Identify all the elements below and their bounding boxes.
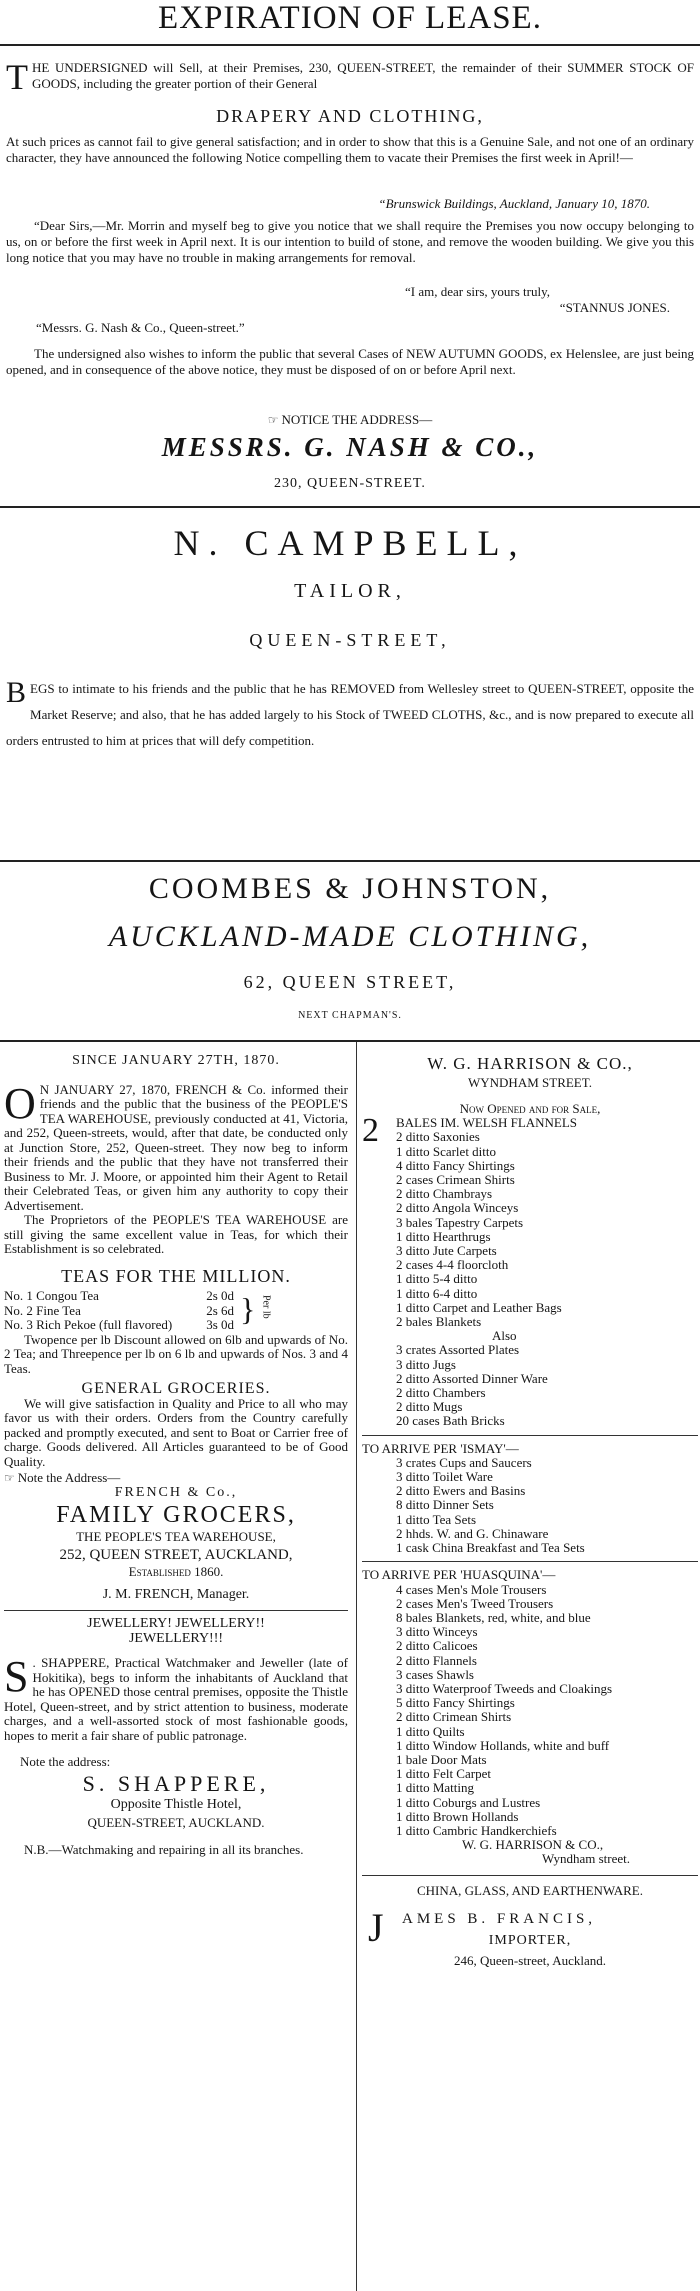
expiration-heading: DRAPERY AND CLOTHING, <box>216 106 484 126</box>
items3-list <box>362 1456 698 1555</box>
list-item: 5 ditto Fancy Shirtings <box>396 1695 515 1711</box>
list-item: 1 ditto Quilts <box>396 1723 465 1739</box>
tea-price: 2s 6d <box>206 1302 234 1318</box>
groceries-heading: GENERAL GROCERIES. <box>81 1380 271 1397</box>
expiration-signature: “STANNUS JONES. <box>559 300 670 315</box>
francis-address: 246, Queen-street, Auckland. <box>454 1953 606 1969</box>
list-item: 8 bales Blankets, red, white, and blue <box>396 1609 591 1625</box>
francis-block <box>362 1904 698 1969</box>
rule <box>362 1561 698 1562</box>
tea-row <box>4 1318 234 1333</box>
list-item: 3 cases Shawls <box>396 1666 474 1682</box>
items4-list <box>362 1583 698 1839</box>
coombes-address: 62, QUEEN STREET, <box>243 972 457 992</box>
pointing-hand-icon: ☞ <box>267 413 279 427</box>
list-item: 2 ditto Ewers and Basins <box>396 1483 526 1499</box>
left-column <box>4 1054 348 2291</box>
french-established: Established 1860. <box>128 1564 224 1579</box>
list-item: 1 ditto 6-4 ditto <box>396 1285 478 1301</box>
rule <box>4 1610 348 1611</box>
harrison-street: WYNDHAM STREET. <box>468 1075 592 1090</box>
list-item: 2 ditto Flannels <box>396 1652 477 1668</box>
tea-price: 3s 0d <box>206 1317 234 1332</box>
list-item: 8 ditto Dinner Sets <box>396 1497 494 1513</box>
list-item: 3 crates Cups and Saucers <box>396 1454 532 1470</box>
french-para1-text: N JANUARY 27, 1870, FRENCH & Co. informed their friends and the public that the business of the PEOPLE'S TEA WAREHOUSE, previously conducted at 41, Victoria, and 252, Queen-streets, would, after that date, be conducted only at Junction Store, 252, Queen-street. They now beg to inform their friends and the public that they have not transferred their Business to Mr. J. Moore, or appointed him their Agent to Retail their Celebrated Teas, or given him any authority to copy their Advertisement. <box>4 1081 348 1213</box>
list-item: 3 ditto Toilet Ware <box>396 1469 493 1485</box>
intro-text: HE UNDERSIGNED will Sell, at their Premises, 230, QUEEN-STREET, the remainder of their SUMMER STOCK OF GOODS, including the greater portion of their General <box>32 60 694 91</box>
campbell-text: EGS to intimate to his friends and the public that he has REMOVED from Wellesley street to QUEEN-STREET, opposite the Market Reserve; and also, that he has added largely to his Stock of TWEED CLOTHS, &c., and is now prepared to execute all orders entrusted to him at prices that will defy competition. <box>6 681 694 748</box>
expiration-intro <box>0 57 700 97</box>
shappere-text: . SHAPPERE, Practical Watchmaker and Jeweller (late of Hokitika), begs to inform the inhabitants of Auckland that he has OPENED those central premises, opposite the Thistle Hotel, Queen-street, and by strict attention to business, moderate charges, and a well-assorted stock of most fashionable goods, hopes to merit a fair share of public patronage. <box>4 1655 348 1743</box>
nash-address: 230, QUEEN-STREET. <box>274 476 426 491</box>
expiration-signoff: “I am, dear sirs, yours truly, <box>404 284 550 299</box>
expiration-letter: “Dear Sirs,—Mr. Morrin and myself beg to give you notice that we shall require the Premises you now occupy belonging to us, on or before the first week in April next. It is our intention to build of stone, and remove the wooden building. We give you this long notice that you may have no trouble in making arrangements for removal. <box>6 218 694 265</box>
shappere-opposite: Opposite Thistle Hotel, <box>110 1796 242 1812</box>
campbell-name: N. CAMPBELL, <box>173 523 527 563</box>
big-numeral: 2 <box>362 1112 379 1150</box>
list-item: 1 cask China Breakfast and Tea Sets <box>396 1540 585 1556</box>
list-item: 3 crates Assorted Plates <box>396 1342 520 1358</box>
harrison-name: W. G. HARRISON & CO., <box>427 1054 633 1073</box>
list-item: 2 bales Blankets <box>396 1314 482 1330</box>
tea-name: No. 2 Fine Tea <box>4 1302 81 1318</box>
brace: } <box>240 1291 256 1327</box>
campbell-body <box>0 676 700 754</box>
right-column <box>362 1054 698 2291</box>
shappere-body <box>4 1652 348 1743</box>
tea-price: 2s 0d <box>206 1288 234 1303</box>
rule <box>0 506 700 508</box>
list-item: 2 ditto Assorted Dinner Ware <box>396 1370 548 1386</box>
rule <box>0 860 700 862</box>
groceries-text: We will give satisfaction in Quality and Price to all who may favor us with their orders. Orders from the Country carefully packed and promptly executed, and sent to Boat or Carrier free of charge. Goods delivered. All Articles guaranteed to be of Good Quality. <box>4 1395 348 1469</box>
column-rule <box>356 1042 357 2291</box>
list-item: 2 ditto Chambers <box>396 1385 486 1401</box>
campbell-trade: TAILOR, <box>294 580 406 602</box>
teas-heading: TEAS FOR THE MILLION. <box>61 1265 291 1286</box>
list-item: 2 ditto Crimean Shirts <box>396 1709 512 1725</box>
pointing-hand-icon: ☞ <box>4 1471 15 1485</box>
shappere-nb: N.B.—Watchmaking and repairing in all its branches. <box>24 1841 304 1857</box>
rule <box>362 1435 698 1436</box>
dropcap: J <box>368 1904 384 1950</box>
notice-line <box>0 412 700 428</box>
french-note <box>4 1471 348 1486</box>
coombes-next: NEXT CHAPMAN'S. <box>298 1010 402 1021</box>
list-item: BALES IM. WELSH FLANNELS <box>396 1115 578 1131</box>
francis-role: IMPORTER, <box>488 1932 572 1948</box>
expiration-dateline: “Brunswick Buildings, Auckland, January 10, 1870. <box>378 196 650 211</box>
dropcap: O <box>4 1078 36 1128</box>
tea-name: No. 1 Congou Tea <box>4 1288 99 1303</box>
tea-row <box>4 1289 234 1304</box>
list-item: 1 ditto Scarlet ditto <box>396 1143 497 1159</box>
tea-name: No. 3 Rich Pekoe (full flavored) <box>4 1317 173 1332</box>
list-item: 1 ditto Felt Carpet <box>396 1766 491 1782</box>
list-item: 1 ditto Matting <box>396 1780 474 1796</box>
french-firm: FRENCH & Co., <box>114 1484 238 1500</box>
list-item: 2 cases 4-4 floorcloth <box>396 1257 509 1273</box>
expiration-title: EXPIRATION OF LEASE. <box>158 0 542 36</box>
harrison-sign-street: Wyndham street. <box>542 1851 631 1867</box>
per-lb: Per lb <box>260 1295 272 1319</box>
list-item: 3 bales Tapestry Carpets <box>396 1214 524 1230</box>
china-heading: CHINA, GLASS, AND EARTHENWARE. <box>417 1882 643 1898</box>
rule <box>0 44 700 46</box>
harrison-list <box>362 1112 698 1429</box>
list-item: 4 ditto Fancy Shirtings <box>396 1157 515 1173</box>
tea-list <box>4 1289 348 1333</box>
list-item: 1 ditto Hearthrugs <box>396 1228 491 1244</box>
list-item: 1 ditto Brown Hollands <box>396 1808 519 1824</box>
expiration-body: At such prices as cannot fail to give general satisfaction; and in order to show that this is a Genuine Sale, and not one of an ordinary character, they have announced the following Notice compelling them to vacate their Premises the first week in April!— <box>6 134 694 165</box>
list-item: 1 ditto Cambric Handkerchiefs <box>396 1822 557 1838</box>
list-item: 3 ditto Jute Carpets <box>396 1243 497 1259</box>
list-item: 2 ditto Chambrays <box>396 1186 493 1202</box>
campbell-street: QUEEN-STREET, <box>249 630 451 650</box>
list-item: 1 ditto Tea Sets <box>396 1511 477 1527</box>
list-item: 4 cases Men's Mole Trousers <box>396 1581 547 1597</box>
list-item: 2 ditto Mugs <box>396 1399 463 1415</box>
expiration-footer: The undersigned also wishes to inform the public that several Cases of NEW AUTUMN GOODS, ex Helenslee, are just being opened, and in consequence of the above notice, they must be disposed of on or before April next. <box>6 346 694 377</box>
list-item: 3 ditto Winceys <box>396 1624 478 1640</box>
rule <box>362 1875 698 1876</box>
also: Also <box>492 1328 517 1344</box>
shappere-name: S. SHAPPERE, <box>82 1770 270 1796</box>
nash-firm: MESSRS. G. NASH & CO., <box>161 432 539 462</box>
coombes-tagline: AUCKLAND-MADE CLOTHING, <box>108 920 592 953</box>
list-item: 20 cases Bath Bricks <box>396 1413 505 1429</box>
french-since: SINCE JANUARY 27TH, 1870. <box>72 1054 280 1068</box>
dropcap: B <box>6 676 27 709</box>
huasquina-heading: TO ARRIVE PER 'HUASQUINA'— <box>362 1567 556 1583</box>
list-item: 2 ditto Calicoes <box>396 1638 478 1654</box>
french-note-text: Note the Address— <box>17 1470 121 1485</box>
shappere-note: Note the address: <box>20 1754 111 1769</box>
coombes-name: COOMBES & JOHNSTON, <box>148 872 552 905</box>
french-subtitle: THE PEOPLE'S TEA WAREHOUSE, <box>76 1529 276 1544</box>
french-para1 <box>4 1078 348 1214</box>
notice-text: NOTICE THE ADDRESS— <box>281 412 433 427</box>
list-item: 1 ditto 5-4 ditto <box>396 1271 478 1287</box>
list-item: 2 ditto Saxonies <box>396 1129 480 1145</box>
french-address: 252, QUEEN STREET, AUCKLAND, <box>59 1546 293 1563</box>
harrison-sign: W. G. HARRISON & CO., <box>462 1837 604 1853</box>
items1-list <box>362 1130 698 1329</box>
list-item: 3 ditto Jugs <box>396 1356 456 1372</box>
ismay-heading: TO ARRIVE PER 'ISMAY'— <box>362 1440 519 1456</box>
expiration-addressee: “Messrs. G. Nash & Co., Queen-street.” <box>36 320 245 335</box>
french-para2: The Proprietors of the PEOPLE'S TEA WAREHOUSE are still giving the same excellent value in Teas, for which their Establishment is so celebrated. <box>4 1212 348 1256</box>
list-item: 3 ditto Waterproof Tweeds and Cloakings <box>396 1680 612 1696</box>
shappere-header2: JEWELLERY!!! <box>128 1630 224 1646</box>
list-item: 1 ditto Window Hollands, white and buff <box>396 1737 610 1753</box>
list-item: 2 ditto Angola Winceys <box>396 1200 519 1216</box>
dropcap: T <box>6 57 28 97</box>
tea-discount: Twopence per lb Discount allowed on 6lb and upwards of No. 2 Tea; and Threepence per lb on 6 lb and upwards of Nos. 3 and 4 Teas. <box>4 1331 348 1376</box>
list-item: 2 cases Crimean Shirts <box>396 1172 515 1188</box>
harrison-now: Now Opened and for Sale, <box>459 1101 601 1116</box>
items2-list <box>362 1343 698 1428</box>
list-item: 1 bale Door Mats <box>396 1751 487 1767</box>
french-manager: J. M. FRENCH, Manager. <box>102 1586 250 1602</box>
tea-row <box>4 1304 234 1319</box>
rule <box>0 1040 700 1042</box>
list-item: 2 cases Men's Tweed Trousers <box>396 1595 554 1611</box>
shappere-street: QUEEN-STREET, AUCKLAND. <box>87 1815 265 1830</box>
french-title: FAMILY GROCERS, <box>56 1502 296 1528</box>
francis-name: AMES B. FRANCIS, <box>402 1910 597 1927</box>
list-item: 1 ditto Coburgs and Lustres <box>396 1794 541 1810</box>
list-item: 2 hhds. W. and G. Chinaware <box>396 1525 549 1541</box>
list-item: 1 ditto Carpet and Leather Bags <box>396 1299 562 1315</box>
dropcap: S <box>4 1652 29 1701</box>
shappere-header1: JEWELLERY! JEWELLERY!! <box>87 1616 265 1631</box>
